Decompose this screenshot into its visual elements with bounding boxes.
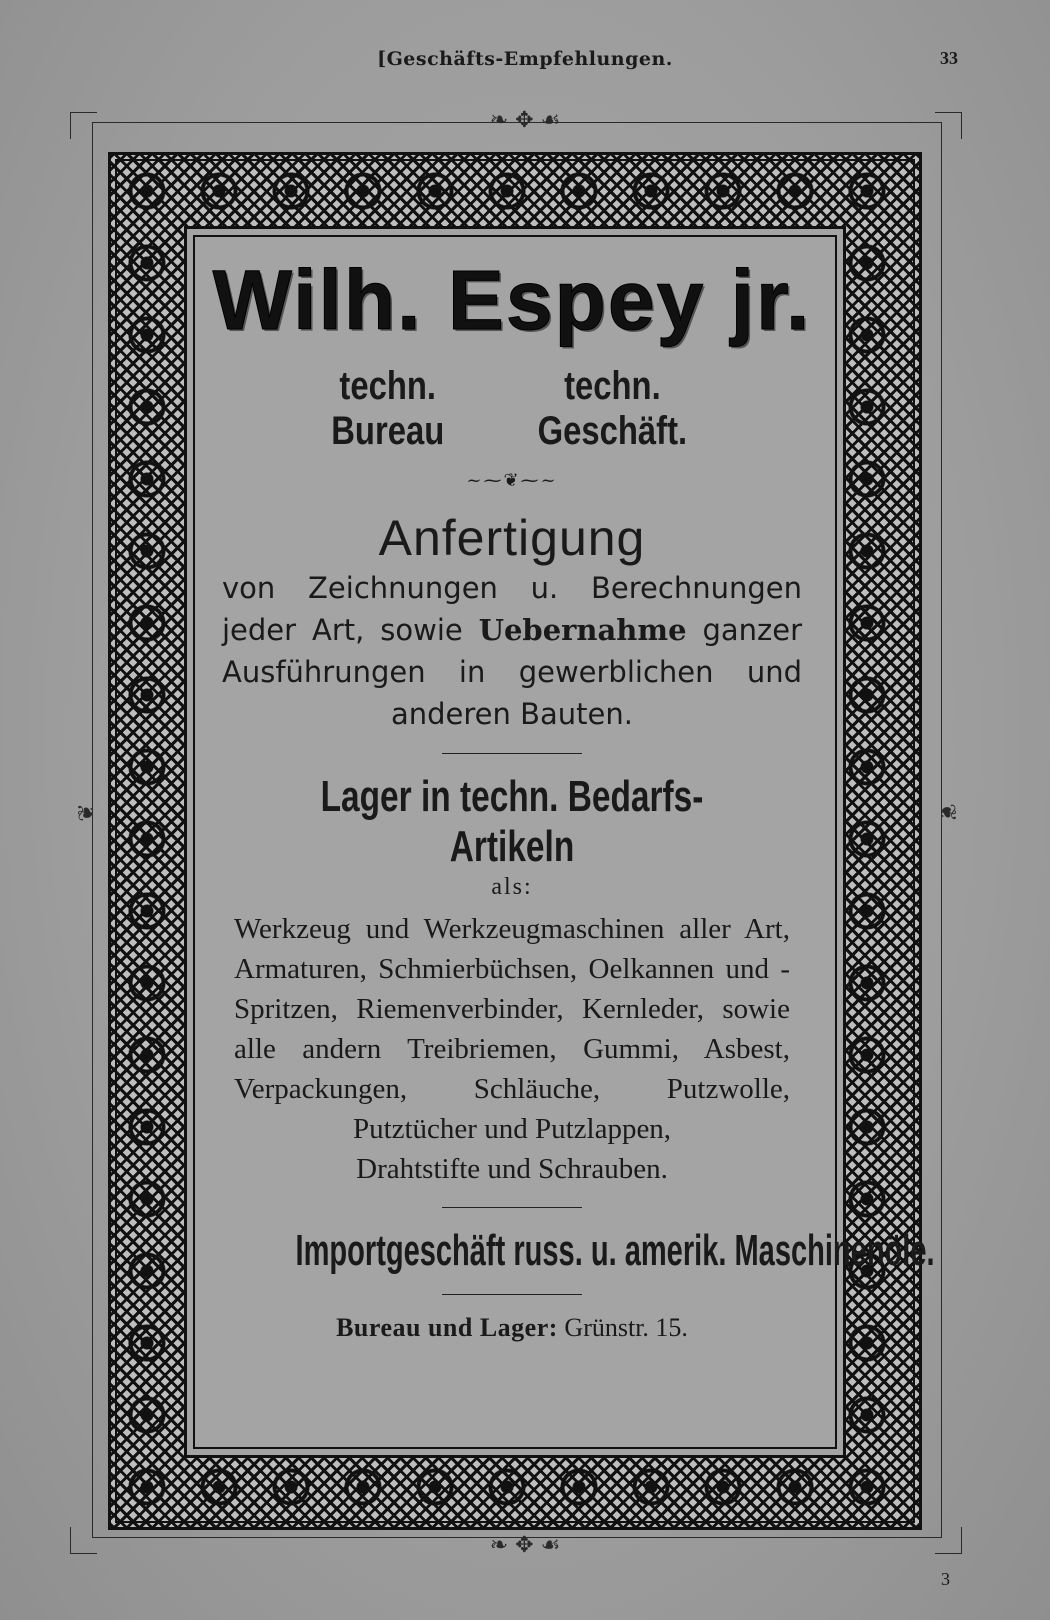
top-flourish-icon: ❧ ✥ ☙ <box>489 108 561 133</box>
right-flourish-icon: ❦ <box>934 803 960 822</box>
swash-divider-icon: ~⁓❦⁓~ <box>466 470 558 491</box>
left-flourish-icon: ❦ <box>74 803 100 822</box>
address-line <box>184 1313 840 1343</box>
items-last-line: Drahtstifte und Schrauben. <box>356 1153 668 1186</box>
running-title: [Geschäfts-Empfehlungen. <box>377 48 673 70</box>
anfertigung-text <box>184 567 840 735</box>
para-emphasis: Uebernahme <box>478 613 687 648</box>
bottom-flourish-icon: ❧ ✥ ☙ <box>489 1533 561 1558</box>
import-heading: Importgeschäft russ. u. amerik. Maschinenöle. <box>295 1226 935 1276</box>
address-label: Bureau und Lager: <box>336 1313 558 1343</box>
ad-content <box>184 226 935 1343</box>
divider-rule <box>442 1207 582 1208</box>
subtitle-geschaeft: techn. Geschäft. <box>537 364 688 453</box>
items-list: Werkzeug und Werkzeugmaschinen aller Art, Armaturen, Schmierbüchsen, Oelkannen und -Spritzen, Riemenverbinder, Kernleder, sowie alle andern Treibriemen, Gummi, Asbest, Verpackungen, Schläuche, Putzwolle, Putztücher und Putzlappen, <box>234 913 790 1146</box>
lager-heading: Lager in techn. Bedarfs-Artikeln <box>320 772 704 872</box>
divider-rule <box>442 753 582 754</box>
firm-subtitle <box>243 364 781 454</box>
address-value: Grünstr. 15. <box>564 1313 688 1343</box>
page-number: 33 <box>940 48 958 68</box>
subtitle-bureau: techn. Bureau <box>331 364 445 453</box>
firm-name: Wilh. Espey jr. <box>212 253 812 347</box>
als-label: als: <box>491 874 533 901</box>
divider-rule <box>442 1294 582 1295</box>
signature-number: 3 <box>941 1569 950 1589</box>
para-after: ganzer Ausführungen in gewerblichen und anderen Bauten. <box>222 613 803 732</box>
anfertigung-heading: Anfertigung <box>378 510 646 566</box>
para-before: von Zeichnungen u. Berechnungen jeder Art, sowie <box>222 571 802 648</box>
